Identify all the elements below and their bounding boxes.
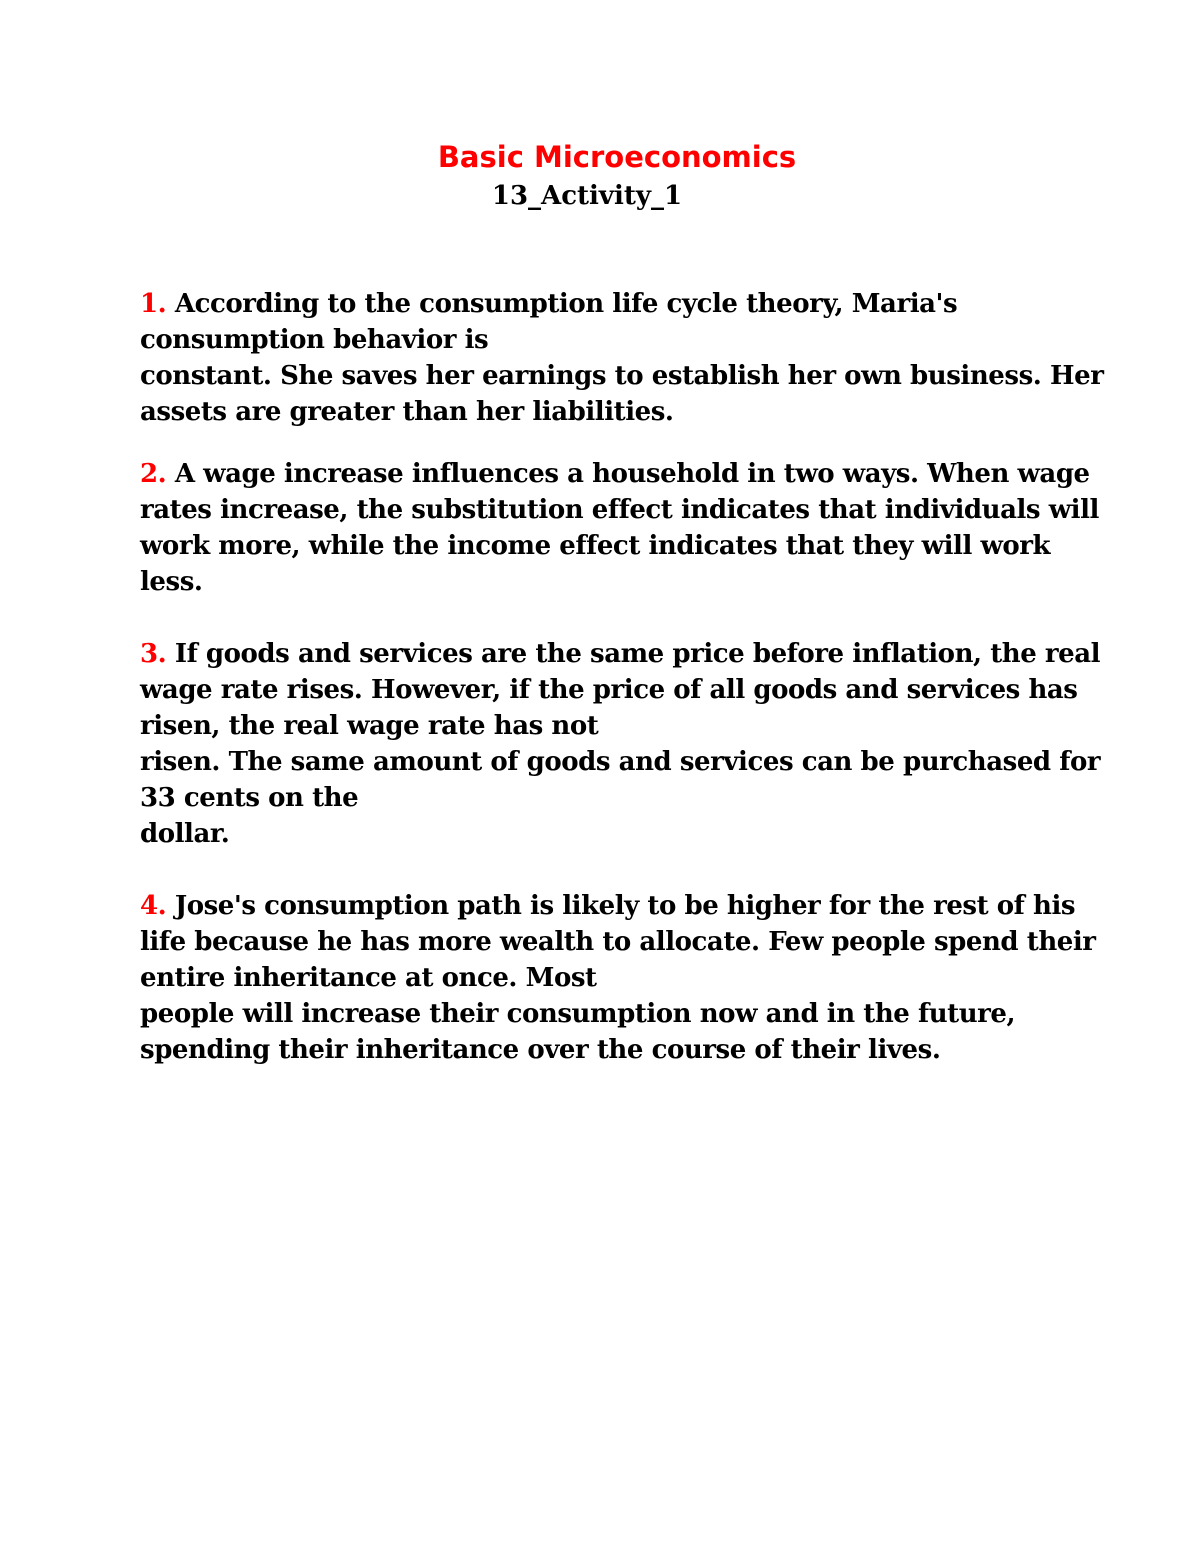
- answer-3: [140, 636, 1101, 852]
- answer-number: 3.: [140, 639, 167, 669]
- answer-line: people will increase their consumption now and in the future,: [140, 999, 1016, 1029]
- answer-line: consumption behavior is: [140, 325, 489, 355]
- answer-line: [140, 286, 1060, 322]
- answer-1: [140, 286, 1104, 430]
- answer-line: [140, 636, 1101, 672]
- answer-line: life because he has more wealth to allocate. Few people spend their: [140, 927, 1096, 957]
- answer-text: If goods and services are the same price before inflation, the real: [174, 639, 1101, 669]
- answer-line: 33 cents on the: [140, 783, 359, 813]
- answer-line: rates increase, the substitution effect indicates that individuals will: [140, 495, 1099, 525]
- answer-text: A wage increase influences a household in two ways. When wage: [174, 459, 1090, 489]
- answer-text: Jose's consumption path is likely to be higher for the rest of his: [174, 891, 1076, 921]
- answer-line: risen, the real wage rate has not: [140, 711, 599, 741]
- answer-number: 2.: [140, 459, 167, 489]
- answer-text: According to the consumption life cycle theory, Maria's: [174, 289, 958, 319]
- answers-list: [140, 286, 1104, 1068]
- answer-line: less.: [140, 567, 203, 597]
- answer-line: [140, 888, 1076, 924]
- answer-line: spending their inheritance over the course of their lives.: [140, 1035, 941, 1065]
- answer-line: wage rate rises. However, if the price of all goods and services has: [140, 675, 1078, 705]
- answer-line: [140, 456, 1090, 492]
- document-subtitle: 13_Activity_1: [491, 181, 683, 211]
- answer-number: 4.: [140, 891, 167, 921]
- document-title: Basic Microeconomics: [437, 140, 797, 174]
- answer-4: [140, 888, 1096, 1068]
- answer-line: assets are greater than her liabilities.: [140, 397, 674, 427]
- answer-line: entire inheritance at once. Most: [140, 963, 597, 993]
- answer-line: risen. The same amount of goods and services can be purchased for: [140, 747, 1101, 777]
- answer-number: 1.: [140, 289, 167, 319]
- answer-2: [140, 456, 1099, 600]
- answer-line: constant. She saves her earnings to establish her own business. Her: [140, 361, 1104, 391]
- answer-line: work more, while the income effect indicates that they will work: [140, 531, 1051, 561]
- answer-line: dollar.: [140, 819, 230, 849]
